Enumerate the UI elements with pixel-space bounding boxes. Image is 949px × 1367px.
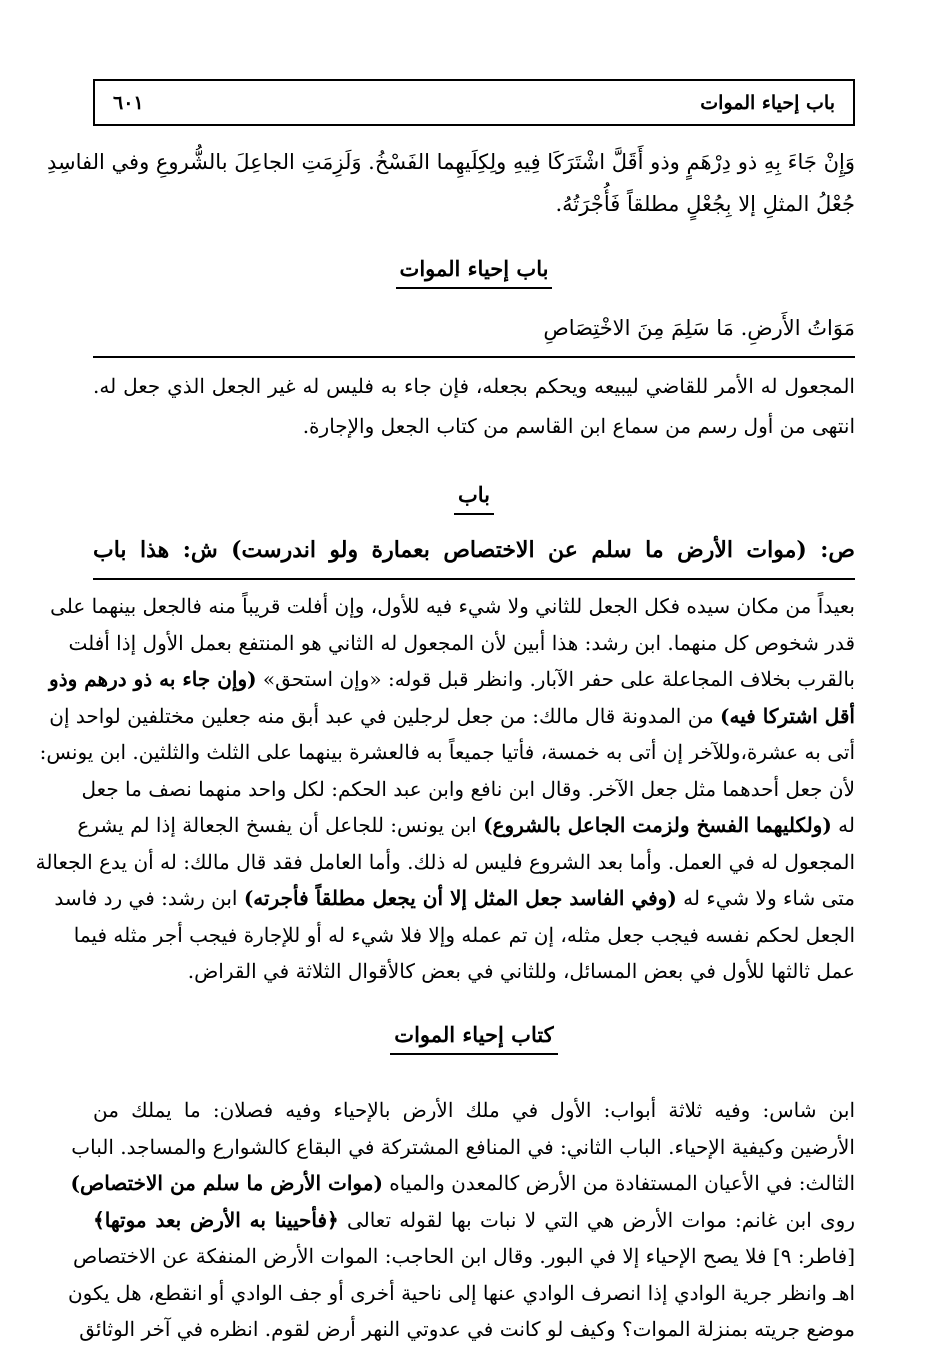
matn-line: وَإِنْ جَاءَ بِهِ ذو دِرْهَمٍ وذو أَقَلَّ اشْتَرَكَا فِيهِ ولِكِلَيهِما الفَسْخُ. وَلَزِمَتِ الجاعِلَ بالشُّروعِ وفي الفاسِدِ <box>47 150 855 174</box>
commentary-line <box>93 951 855 991</box>
chapter-heading-text: باب <box>454 482 494 515</box>
commentary-line <box>93 1200 855 1240</box>
matn-quote: (وإن جاء به ذو درهم وذو <box>49 667 257 691</box>
section-line: ص: (موات الأرض ما سلم عن الاختصاص بعمارة ولو اندرست) ش: هذا باب <box>93 537 855 563</box>
book-heading <box>93 1022 855 1047</box>
matn-quote: (ولكليهما الفسخ ولزمت الجاعل بالشروع) <box>483 813 832 837</box>
section-heading-text: باب إحياء الموات <box>396 256 553 289</box>
commentary-line <box>71 1127 855 1167</box>
commentary-text: الجعل لحكم نفسه فيجب جعل مثله، إن تم عمله وإلا فلا شيء له أو للإجارة فيجب أجر مثله فيما <box>73 922 855 947</box>
commentary-text: موضع جريته بمنزلة الموات؟ وكيف لو كانت في عدوتي النهر أرض لقوم. انظره في آخر الوثائق <box>79 1317 855 1341</box>
matn-quote: (وفي الفاسد جعل المثل إلا أن يجعل مطلقاً فأجرته) <box>243 886 677 910</box>
commentary-line <box>39 732 855 772</box>
commentary-text: [فاطر: ٩] فلا يصح الإحياء إلا في البور. وقال ابن الحاجب: الموات الأرض المنفكة عن الاختصاص <box>72 1244 855 1268</box>
divider-rule <box>93 578 855 580</box>
header-title: باب إحياء الموات <box>700 91 835 114</box>
commentary-text: ابن رشد: في رد فاسد <box>54 886 244 910</box>
commentary-line <box>79 1309 855 1349</box>
commentary-line <box>54 878 855 918</box>
commentary-text: له <box>831 813 855 837</box>
commentary-text: قدر شخوص كل منهما. ابن رشد: هذا أبين لأن المجعول له الثاني هو المنتفع بعمل الأول إذا أفلت <box>68 630 855 655</box>
commentary-text: لأن جعل أحدهما مثل جعل الآخر. وقال ابن نافع وابن عبد الحكم: لكل واحد منهما نصف ما جعل <box>81 776 855 801</box>
commentary-line <box>49 659 855 699</box>
commentary-line: المجعول له الأمر للقاضي ليبيعه ويحكم بجعله، فإن جاء به فليس له غير الجعل الذي جعل له. <box>93 374 855 398</box>
commentary-text: عمل ثالثها للأول في بعض المسائل، وللثاني في بعض كالأقوال الثلاثة في القراض. <box>187 959 855 983</box>
commentary-line <box>77 805 855 845</box>
commentary-line <box>72 1236 855 1276</box>
commentary-text: روى ابن غانم: موات الأرض هي التي لا نبات بها لقوله تعالى <box>338 1207 855 1232</box>
running-header <box>93 79 855 126</box>
commentary-line: انتهى من أول رسم من سماع ابن القاسم من كتاب الجعل والإجارة. <box>302 414 855 438</box>
commentary-text: بالقرب بخلاف المجاعلة على حفر الآبار. وانظر قبل قوله: «وإن استحق» <box>256 667 855 691</box>
section-heading <box>93 256 855 281</box>
commentary-line <box>70 1163 855 1203</box>
commentary-line <box>68 623 855 663</box>
chapter-heading <box>93 482 855 507</box>
commentary-line <box>35 842 855 882</box>
commentary-text: الثالث: في الأعيان المستفادة من الأرض كالمعدن والمياه <box>382 1171 855 1195</box>
commentary-line <box>93 1090 855 1130</box>
commentary-line <box>73 915 855 955</box>
commentary-text: المجعول له في العمل. وأما بعد الشروع فليس له ذلك. وأما العامل فقد قال مالك: له أن يدع الجعالة <box>35 849 855 874</box>
commentary-text: اهـ وانظر جرية الوادي إذا انصرف الوادي عنها إلى ناحية أخرى أو جف الوادي أو انقطع، هل يكون <box>67 1280 855 1305</box>
commentary-text: أتى به عشرة،وللآخر إن أتى به خمسة، فأتيا جميعاً به فالعشرة بينهما على الثلث والثلثين. ابن يونس: <box>39 740 855 764</box>
commentary-line <box>50 586 855 626</box>
commentary-line <box>49 696 855 736</box>
divider-rule <box>93 356 855 358</box>
commentary-text: بعيداً من مكان سيده فكل الجعل للثاني ولا شيء فيه للأول، وإن أفلت قريباً منه فالجعل بينهما على <box>50 594 855 618</box>
commentary-line <box>81 769 855 809</box>
book-heading-text: كتاب إحياء الموات <box>390 1022 557 1055</box>
commentary-line <box>67 1273 855 1313</box>
matn-quote: أقل اشتركا فيه) <box>720 703 855 728</box>
matn-line: جُعْلُ المثلِ إلا بِجُعْلٍ مطلقاً فَأُجْرَتُهُ. <box>555 192 855 216</box>
matn-definition: مَوَاتُ الأَرضِ. مَا سَلِمَ مِنَ الاخْتِصَاصِ <box>543 316 855 340</box>
commentary-text: متى شاء ولا شيء له <box>676 886 855 910</box>
matn-quote: (موات الأرض ما سلم من الاختصاص) <box>70 1171 383 1195</box>
matn-quote: ﴿فأحيينا به الأرض بعد موتها﴾ <box>93 1207 339 1232</box>
commentary-text: ابن يونس: للجاعل أن يفسخ الجعالة إذا لم يشرع <box>77 813 484 837</box>
commentary-text: من المدونة قال مالك: من جعل لرجلين في عبد أبق منه جعلين مختلفين لواحد إن <box>49 703 721 728</box>
commentary-text: ابن شاس: وفيه ثلاثة أبواب: الأول في ملك الأرض بالإحياء وفيه فصلان: ما يملك من <box>93 1098 855 1122</box>
commentary-text: الأرضين وكيفية الإحياء. الباب الثاني: في المنافع المشتركة في البقاع كالشوارع والمساجد. الباب <box>71 1134 855 1159</box>
page-number: ٦٠١ <box>113 91 144 114</box>
